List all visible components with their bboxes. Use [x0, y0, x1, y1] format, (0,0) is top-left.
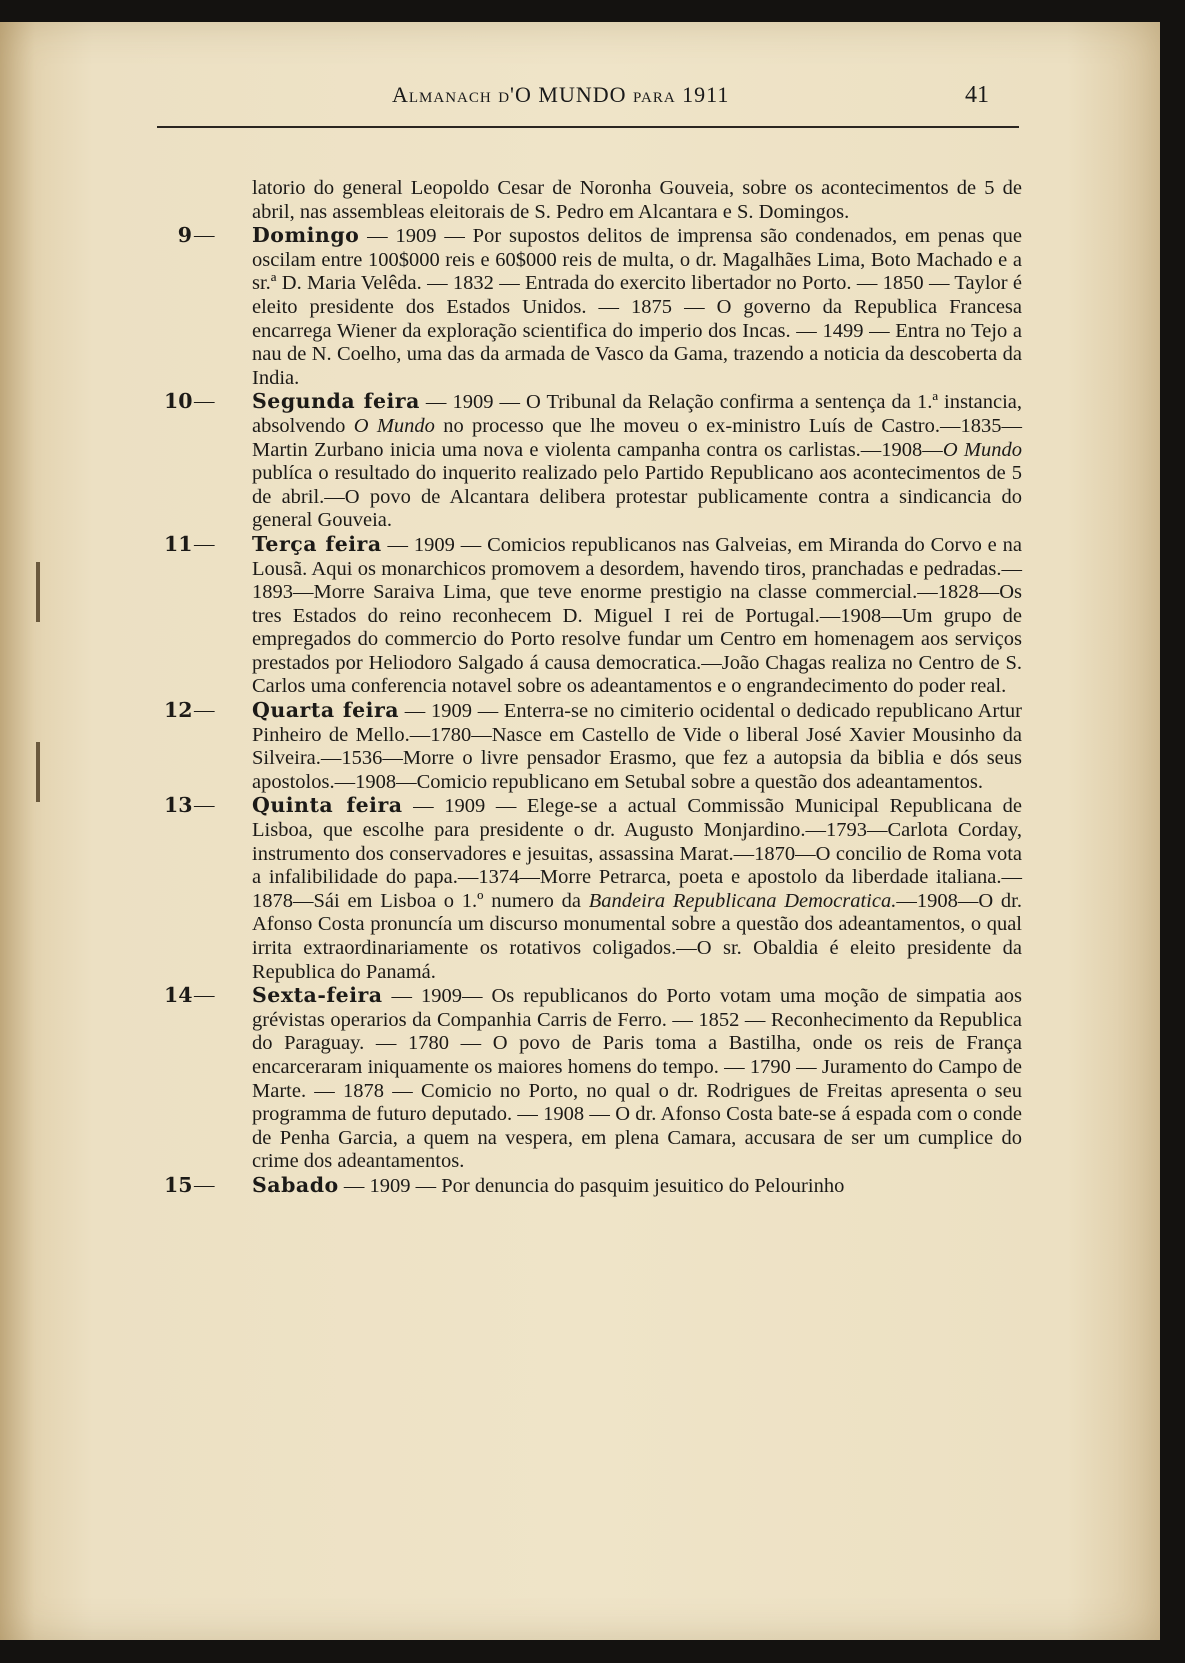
entry-text: — 1909 — Comicios republicanos nas Galveias, em Miranda do Corvo e na Lousã. Aqui os monarchicos promovem a desordem, havendo tiros, pranchadas e pedradas.—1893—Morre Saraiva Lima, que teve enorme prestigio na classe commercial.—1828—Os tres Estados do reino reconhecem D. Miguel I rei de Portugal.—1908—Um grupo de empregados do commercio do Porto resolve fundar um Centro em homenagem aos serviços prestados por Heliodoro Salgado á causa democratica.—João Chagas realiza no Centro de S. Carlos uma conferencia notavel sobre os adeantamentos e o engrandecimento do poder real.: [252, 533, 1022, 698]
day-dash: —: [194, 390, 215, 413]
day-entry: [164, 531, 1022, 699]
day-name: Sexta-feira: [252, 983, 383, 1008]
day-entry: [164, 1172, 1022, 1199]
entry-text: — 1909 — O Tribunal da Relação confirma a sentença da 1.ª instancia, absolvendo: [252, 391, 1022, 437]
day-entry: [177, 223, 1022, 390]
day-name: Terça feira: [252, 531, 382, 556]
italic-title: O Mundo: [353, 414, 435, 437]
body-text: [164, 177, 1023, 1199]
day-entry: [164, 698, 1023, 794]
day-name: Quarta feira: [252, 698, 400, 723]
day-number: 15: [164, 1172, 193, 1197]
margin-mark: [36, 742, 40, 802]
page-number: 41: [965, 82, 989, 108]
day-dash: —: [194, 224, 215, 247]
day-entry: [164, 793, 1022, 984]
entry-text: publíca o resultado do inquerito realizado pelo Partido Republicano aos acontecimentos de 5 de abril.—O povo de Alcantara delibera protestar publicamente contra a sindicancia do general Gouveia.: [252, 462, 1022, 532]
entry-text: — 1909 — Por supostos delitos de imprensa são condenados, em penas que oscilam entre 100$000 reis e 60$000 reis de multa, o dr. Magalhães Lima, Boto Machado e a sr.ª D. Maria Velêda. — 1832 — Entrada do exercito libertador no Porto. — 1850 — Taylor é eleito presidente dos Estados Unidos. — 1875 — O governo da Republica Francesa encarrega Wiener da exploração scientifica do imperio dos Incas. — 1499 — Entra no Tejo a nau de N. Coelho, uma das da armada de Vasco da Gama, trazendo a noticia da descoberta da India.: [252, 225, 1022, 389]
italic-title: Bandeira Republicana Democratica.: [588, 889, 897, 912]
running-header: [157, 82, 1019, 122]
entry-text: — 1909 — Por denuncia do pasquim jesuitico do Pelourinho: [338, 1174, 845, 1197]
day-dash: —: [194, 984, 215, 1007]
intro-paragraph: latorio do general Leopoldo Cesar de Noronha Gouveia, sobre os acontecimentos de 5 de abril, nas assembleas eleitorais de S. Pedro em Alcantara e S. Domingos.: [252, 177, 1022, 223]
day-number: 13: [164, 793, 193, 818]
header-rule: [157, 126, 1019, 128]
entry-text: — 1909— Os republicanos do Porto votam uma moção de simpatia aos grévistas operarios da Companhia Carris de Ferro. — 1852 — Reconhecimento da Republica do Paraguay. — 1780 — O povo de Paris toma a Bastilha, onde os reis de França encarceraram iniquamente os maiores homens do tempo. — 1790 — Juramento do Campo de Marte. — 1878 — Comicio no Porto, no qual o dr. Rodrigues de Freitas apresenta o seu programma de futuro deputado. — 1908 — O dr. Afonso Costa bate-se á espada com o conde de Penha Garcia, a quem na vespera, em plena Camara, accusara de ser um cumplice do crime dos adeantamentos.: [252, 985, 1022, 1173]
day-number: 14: [164, 983, 193, 1008]
day-number: 11: [164, 531, 193, 556]
day-dash: —: [194, 1173, 215, 1196]
day-name: Quinta feira: [252, 793, 403, 818]
day-number: 9: [177, 223, 192, 248]
day-dash: —: [194, 532, 215, 555]
day-number: 10: [164, 389, 193, 414]
day-dash: —: [194, 699, 215, 722]
entry-text: no processo que lhe moveu o ex-ministro Luís de Castro.—1835—Martin Zurbano inicia uma nova e violenta campanha contra os carlistas.—1908—: [252, 414, 1022, 461]
day-name: Sabado: [252, 1172, 339, 1197]
header-title: Almanach d'O MUNDO para 1911: [392, 82, 730, 107]
margin-mark: [36, 562, 40, 622]
day-name: Segunda feira: [252, 389, 420, 414]
day-entry: [164, 983, 1022, 1174]
italic-title: O Mundo: [942, 438, 1022, 461]
day-number: 12: [164, 698, 193, 723]
day-name: Domingo: [252, 223, 360, 248]
entry-text: —1908—O dr. Afonso Costa pronuncía um discurso monumental sobre a questão dos adeantamentos, o qual irrita extraordinariamente os rotativos coligados.—O sr. Obaldia é eleito presidente da Republica do Panamá.: [252, 889, 1022, 983]
entry-text: — 1909 — Enterra-se no cimiterio ocidental o dedicado republicano Artur Pinheiro de Mello.—1780—Nasce em Castello de Vide o liberal José Xavier Mousinho da Silveira.—1536—Morre o livre pensador Erasmo, que fez a autopsia da biblia e dós seus apostolos.—1908—Comicio republicano em Setubal sobre a questão dos adeantamentos.: [252, 700, 1023, 793]
day-dash: —: [194, 794, 215, 817]
day-entry: [164, 389, 1022, 533]
entry-text: — 1909 — Elege-se a actual Commissão Municipal Republicana de Lisboa, que escolhe para presidente o dr. Augusto Monjardino.—1793—Carlota Corday, instrumento dos conservadores e jesuitas, assassina Marat.—1870—O concilio de Roma vota a infalibilidade do papa.—1374—Morre Petrarca, poeta e apostolo da liberdade italiana.—1878—Sái em Lisboa o 1.º numero da: [252, 795, 1022, 912]
